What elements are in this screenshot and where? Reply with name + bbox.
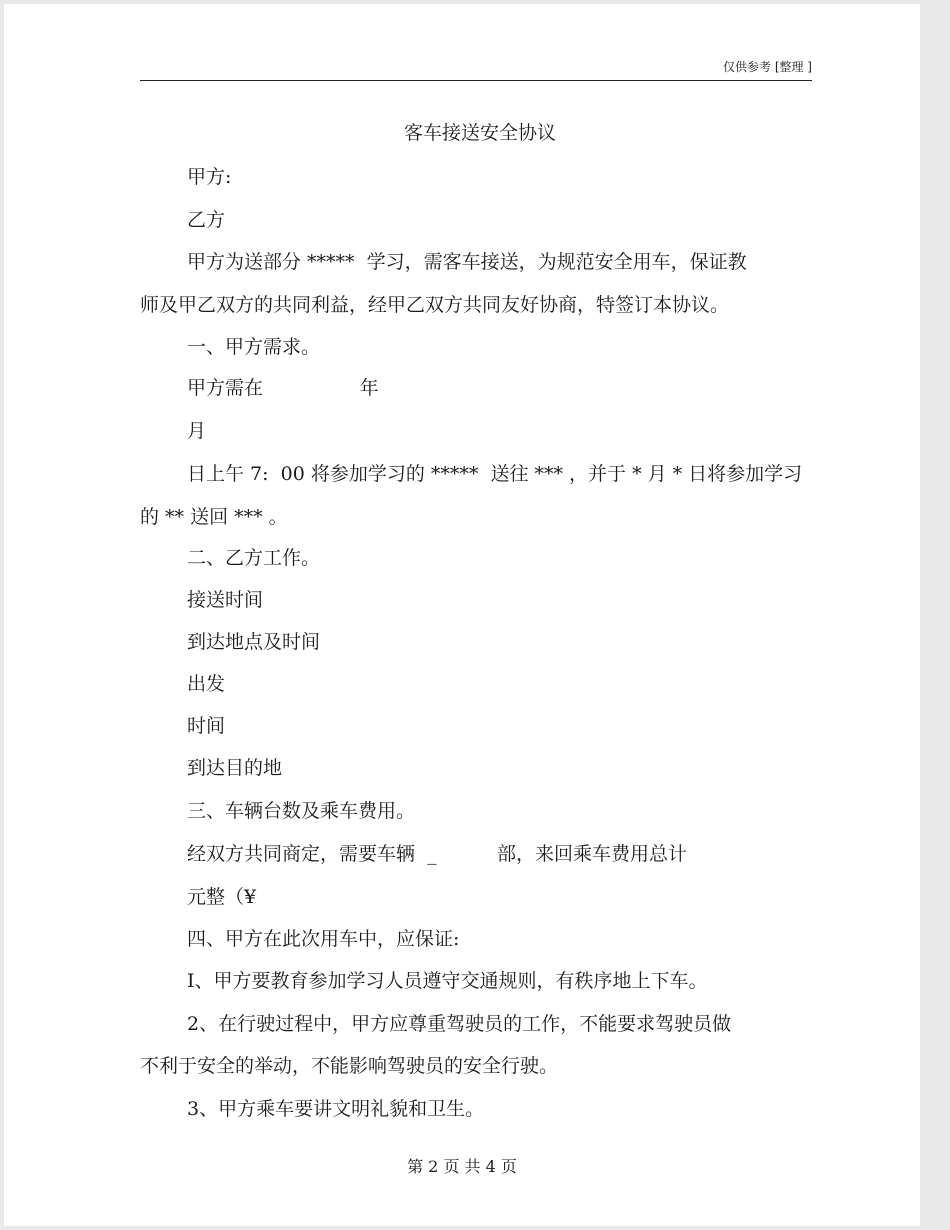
party-b-line: 乙方 [187,209,226,231]
paragraph-line: 到达目的地 [187,757,283,779]
paragraph-line: 经双方共同商定，需要车辆 _ 部，来回乘车费用总计 [187,843,687,865]
paragraph-line: 的 ** 送回 *** 。 [140,506,288,528]
paragraph-line: 甲方为送部分 ***** 学习，需客车接送，为规范安全用车，保证教 [187,251,747,273]
header-note: 仅供参考 [整理 ] [723,60,812,74]
paragraph-line: 到达地点及时间 [187,631,321,653]
paragraph-line: 3、甲方乘车要讲文明礼貌和卫生。 [187,1098,485,1120]
paragraph-line: 时间 [187,715,226,737]
paragraph-line: 出发 [187,673,226,695]
paragraph-line: 月 [187,420,207,442]
paragraph-line: 日上午 7: 00 将参加学习的 ***** 送往 *** ，并于 * 月 * 日将参加学习 [187,463,803,485]
paragraph-line: 接送时间 [187,589,264,611]
section-heading: 三、车辆台数及乘车费用。 [187,800,416,822]
section-heading: 四、甲方在此次用车中，应保证: [187,928,460,950]
section-heading: 一、甲方需求。 [187,336,321,358]
paragraph-line: 师及甲乙双方的共同利益，经甲乙双方共同友好协商，特签订本协议。 [140,294,730,316]
paragraph-line: 甲方需在 年 [187,377,379,399]
document-title: 客车接送安全协议 [404,122,557,144]
page-header [140,52,812,81]
party-a-line: 甲方: [187,166,232,188]
document-page [4,4,920,1226]
paragraph-line: 元整（¥ [187,886,257,908]
paragraph-line: 不利于安全的举动，不能影响驾驶员的安全行驶。 [140,1055,559,1077]
paragraph-line: I、甲方要教育参加学习人员遵守交通规则，有秩序地上下车。 [187,970,708,992]
page-footer: 第 2 页 共 4 页 [407,1157,517,1176]
section-heading: 二、乙方工作。 [187,547,321,569]
paragraph-line: 2、在行驶过程中，甲方应尊重驾驶员的工作，不能要求驾驶员做 [187,1013,732,1035]
